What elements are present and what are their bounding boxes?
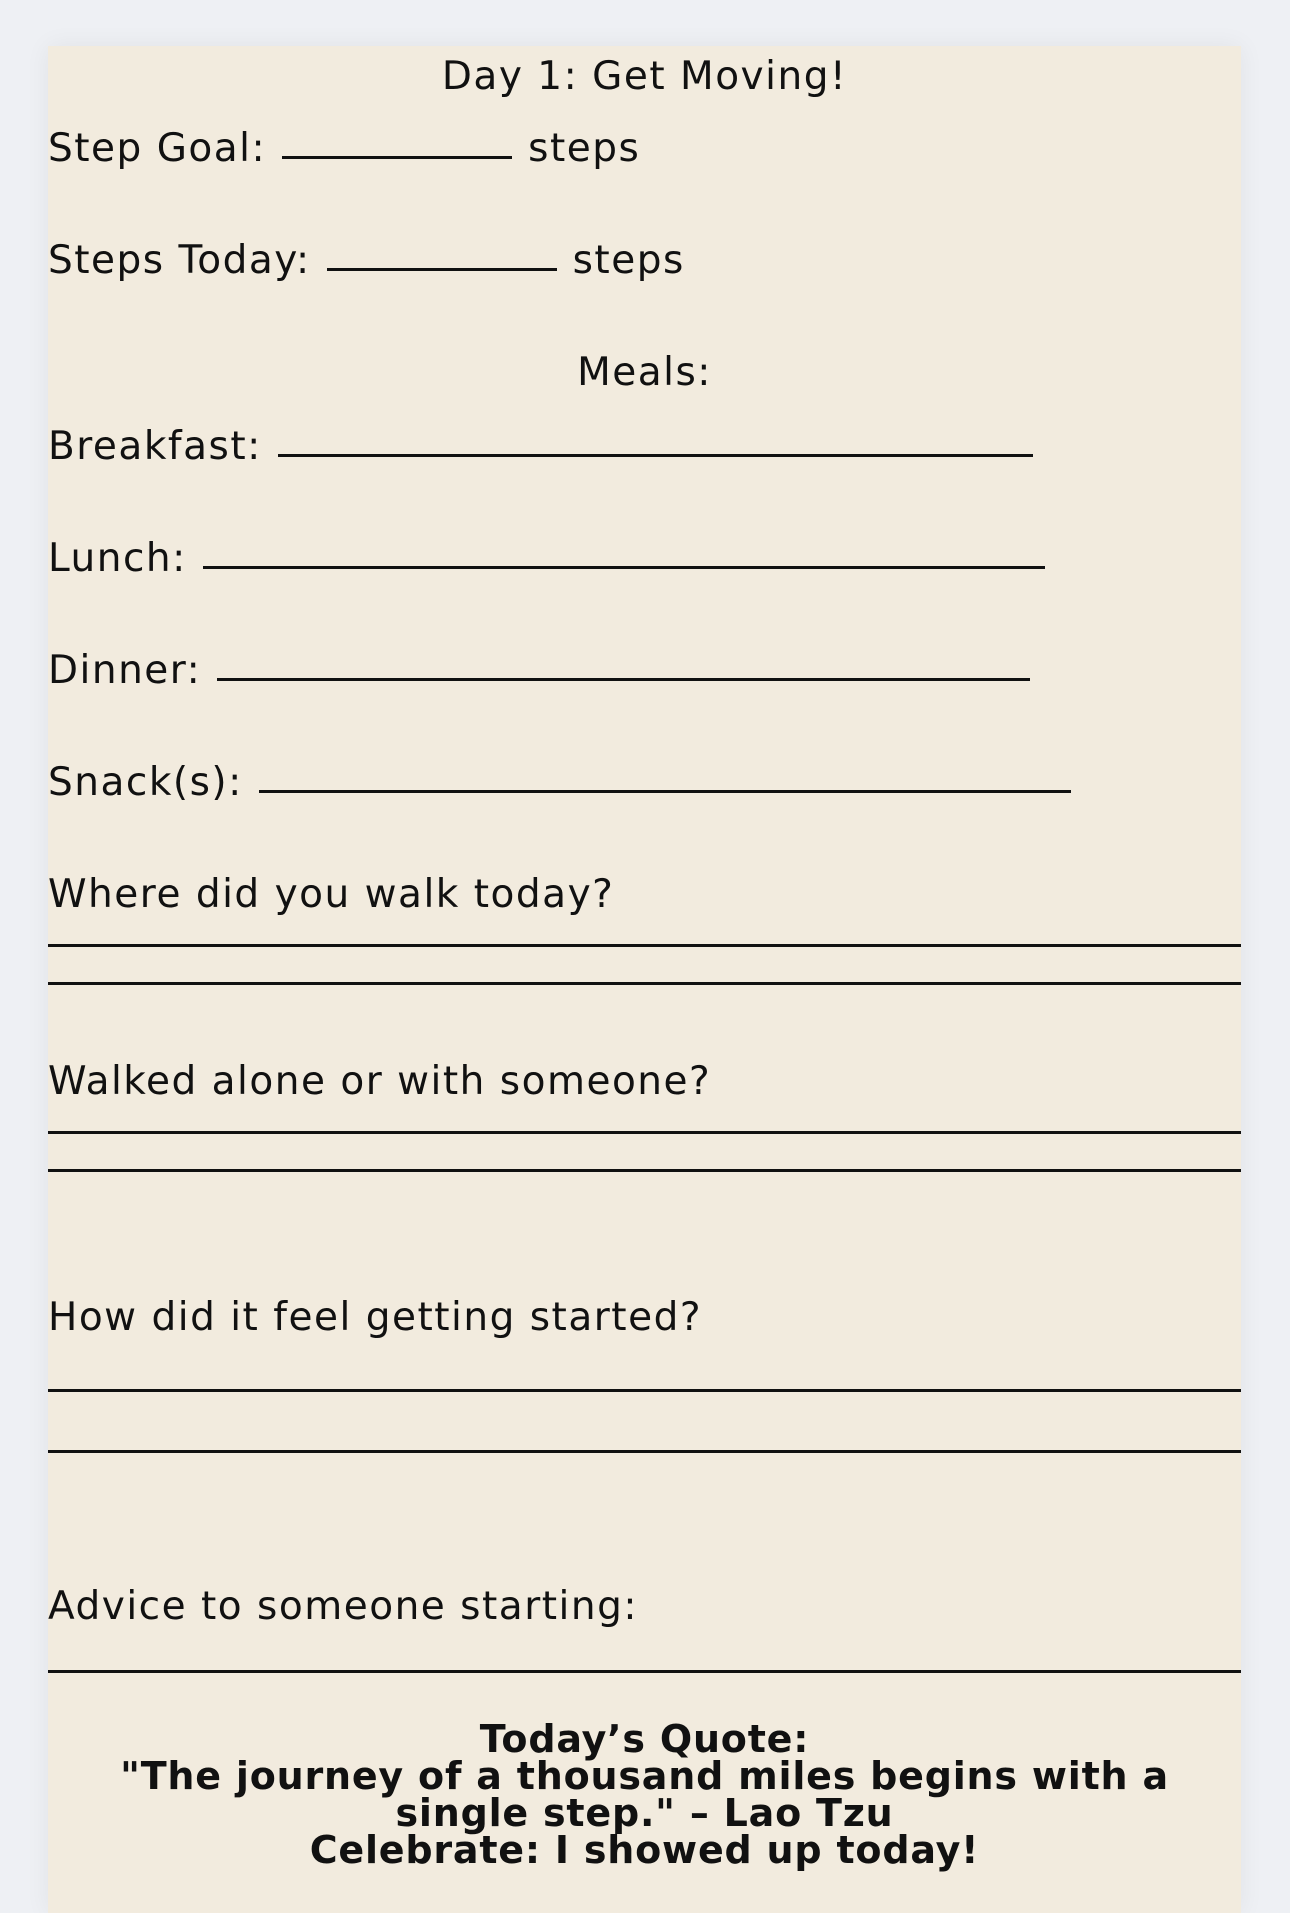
step-goal-blank[interactable]	[282, 155, 512, 159]
page-title: Day 1: Get Moving!	[441, 54, 848, 99]
advice-question: Advice to someone starting:	[48, 1584, 638, 1629]
steps-today-blank[interactable]	[327, 267, 557, 271]
snacks-row	[48, 760, 1071, 805]
steps-today-label: Steps Today:	[48, 238, 311, 283]
where-walk-line-1[interactable]	[48, 944, 1241, 947]
breakfast-blank[interactable]	[278, 453, 1033, 457]
where-walk-question: Where did you walk today?	[48, 872, 615, 917]
journal-page	[48, 46, 1241, 1913]
quote-text-line-2: single step." – Lao Tzu	[395, 1791, 894, 1835]
where-walk-line-2[interactable]	[48, 982, 1241, 985]
how-feel-line-2[interactable]	[48, 1450, 1241, 1453]
lunch-blank[interactable]	[203, 565, 1045, 569]
breakfast-row	[48, 424, 1033, 469]
snacks-label: Snack(s):	[48, 760, 243, 805]
alone-or-with-line-2[interactable]	[48, 1169, 1241, 1172]
step-goal-row	[48, 126, 640, 171]
dinner-label: Dinner:	[48, 648, 202, 693]
snacks-blank[interactable]	[259, 789, 1071, 793]
meals-heading: Meals:	[577, 350, 712, 395]
dinner-blank[interactable]	[217, 677, 1030, 681]
celebrate-text: Celebrate: I showed up today!	[309, 1828, 980, 1872]
alone-or-with-line-1[interactable]	[48, 1131, 1241, 1134]
quote-text-line-1: "The journey of a thousand miles begins with a	[120, 1754, 1169, 1798]
lunch-row	[48, 536, 1045, 581]
lunch-label: Lunch:	[48, 536, 187, 581]
quote-heading: Today’s Quote:	[479, 1717, 810, 1761]
step-goal-label: Step Goal:	[48, 126, 267, 171]
how-feel-line-1[interactable]	[48, 1389, 1241, 1392]
advice-line[interactable]	[48, 1670, 1241, 1673]
quote-block	[48, 1717, 1241, 1872]
steps-today-suffix: steps	[572, 238, 685, 283]
alone-or-with-question: Walked alone or with someone?	[48, 1059, 712, 1104]
how-feel-question: How did it feel getting started?	[48, 1295, 703, 1340]
breakfast-label: Breakfast:	[48, 424, 262, 469]
steps-today-row	[48, 238, 685, 283]
step-goal-suffix: steps	[528, 126, 641, 171]
dinner-row	[48, 648, 1030, 693]
